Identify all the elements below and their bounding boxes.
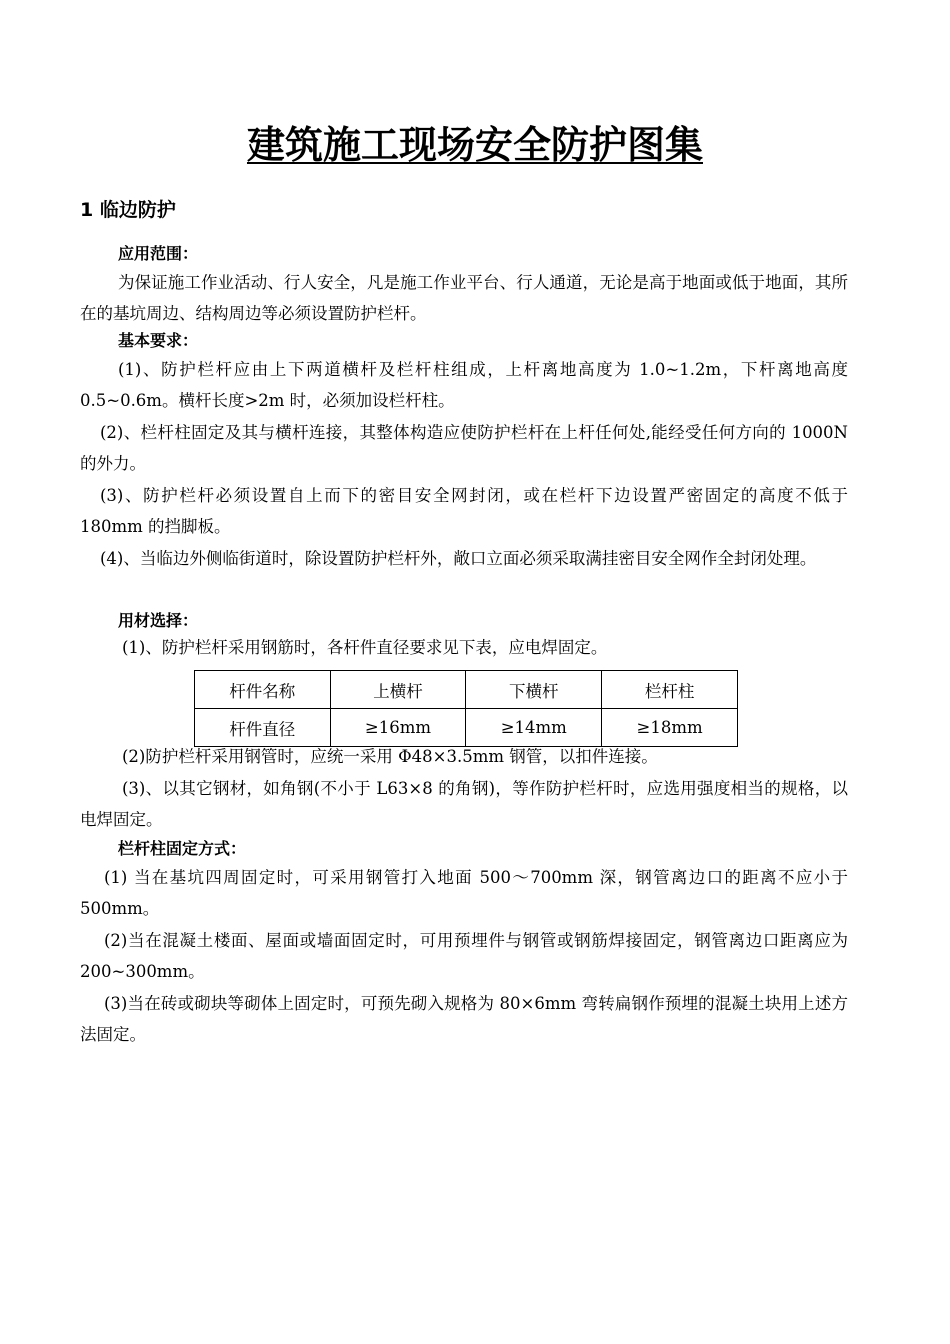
materials-item-1: (1)、防护栏杆采用钢筋时，各杆件直径要求见下表，应电焊固定。 bbox=[122, 638, 608, 657]
document-title-text: 建筑施工现场安全防护图集 bbox=[246, 123, 703, 167]
requirements-label: 基本要求： bbox=[118, 331, 199, 350]
table-cell: ≥16mm bbox=[330, 709, 466, 747]
materials-item-2: (2)防护栏杆采用钢管时，应统一采用 Φ48×3.5mm 钢管，以扣件连接。 bbox=[122, 747, 658, 766]
rod-diameter-table bbox=[194, 670, 738, 747]
document-title bbox=[0, 118, 950, 172]
table-cell: 下横杆 bbox=[466, 671, 602, 709]
table-cell: ≥14mm bbox=[466, 709, 602, 747]
table-cell: 杆件直径 bbox=[195, 709, 331, 747]
table-cell: 栏杆柱 bbox=[602, 671, 738, 709]
fixing-label: 栏杆柱固定方式： bbox=[118, 839, 247, 858]
scope-label: 应用范围： bbox=[118, 244, 199, 263]
requirement-item-2: (2)、栏杆柱固定及其与横杆连接，其整体构造应使防护栏杆在上杆任何处,能经受任何方向的 1000N 的外力。 bbox=[80, 423, 848, 473]
fixing-item-2: (2)当在混凝土楼面、屋面或墙面固定时，可用预埋件与钢管或钢筋焊接固定，钢管离边口距离应为 200~300mm。 bbox=[80, 931, 848, 981]
section-heading: 1 临边防护 bbox=[80, 199, 176, 221]
table-cell: ≥18mm bbox=[602, 709, 738, 747]
fixing-item-1: (1) 当在基坑四周固定时，可采用钢管打入地面 500～700mm 深，钢管离边口的距离不应小于 500mm。 bbox=[80, 868, 848, 918]
materials-label: 用材选择： bbox=[118, 611, 199, 630]
materials-item-3: (3)、以其它钢材，如角钢(不小于 L63×8 的角钢)，等作防护栏杆时，应选用强度相当的规格，以电焊固定。 bbox=[80, 779, 848, 829]
scope-paragraph: 为保证施工作业活动、行人安全，凡是施工作业平台、行人通道，无论是高于地面或低于地面，其所在的基坑周边、结构周边等必须设置防护栏杆。 bbox=[80, 273, 848, 323]
fixing-item-3: (3)当在砖或砌块等砌体上固定时，可预先砌入规格为 80×6mm 弯转扁钢作预埋的混凝土块用上述方法固定。 bbox=[80, 994, 848, 1044]
requirement-item-4: (4)、当临边外侧临街道时，除设置防护栏杆外，敞口立面必须采取满挂密目安全网作全封闭处理。 bbox=[100, 549, 817, 568]
requirement-item-1: (1)、防护栏杆应由上下两道横杆及栏杆柱组成，上杆离地高度为 1.0~1.2m，下杆离地高度 0.5~0.6m。横杆长度>2m 时，必须加设栏杆柱。 bbox=[80, 360, 848, 410]
requirement-item-3: (3)、防护栏杆必须设置自上而下的密目安全网封闭，或在栏杆下边设置严密固定的高度不低于 180mm 的挡脚板。 bbox=[80, 486, 848, 536]
table-cell: 杆件名称 bbox=[195, 671, 331, 709]
table-cell: 上横杆 bbox=[330, 671, 466, 709]
table-header-row bbox=[195, 671, 738, 709]
